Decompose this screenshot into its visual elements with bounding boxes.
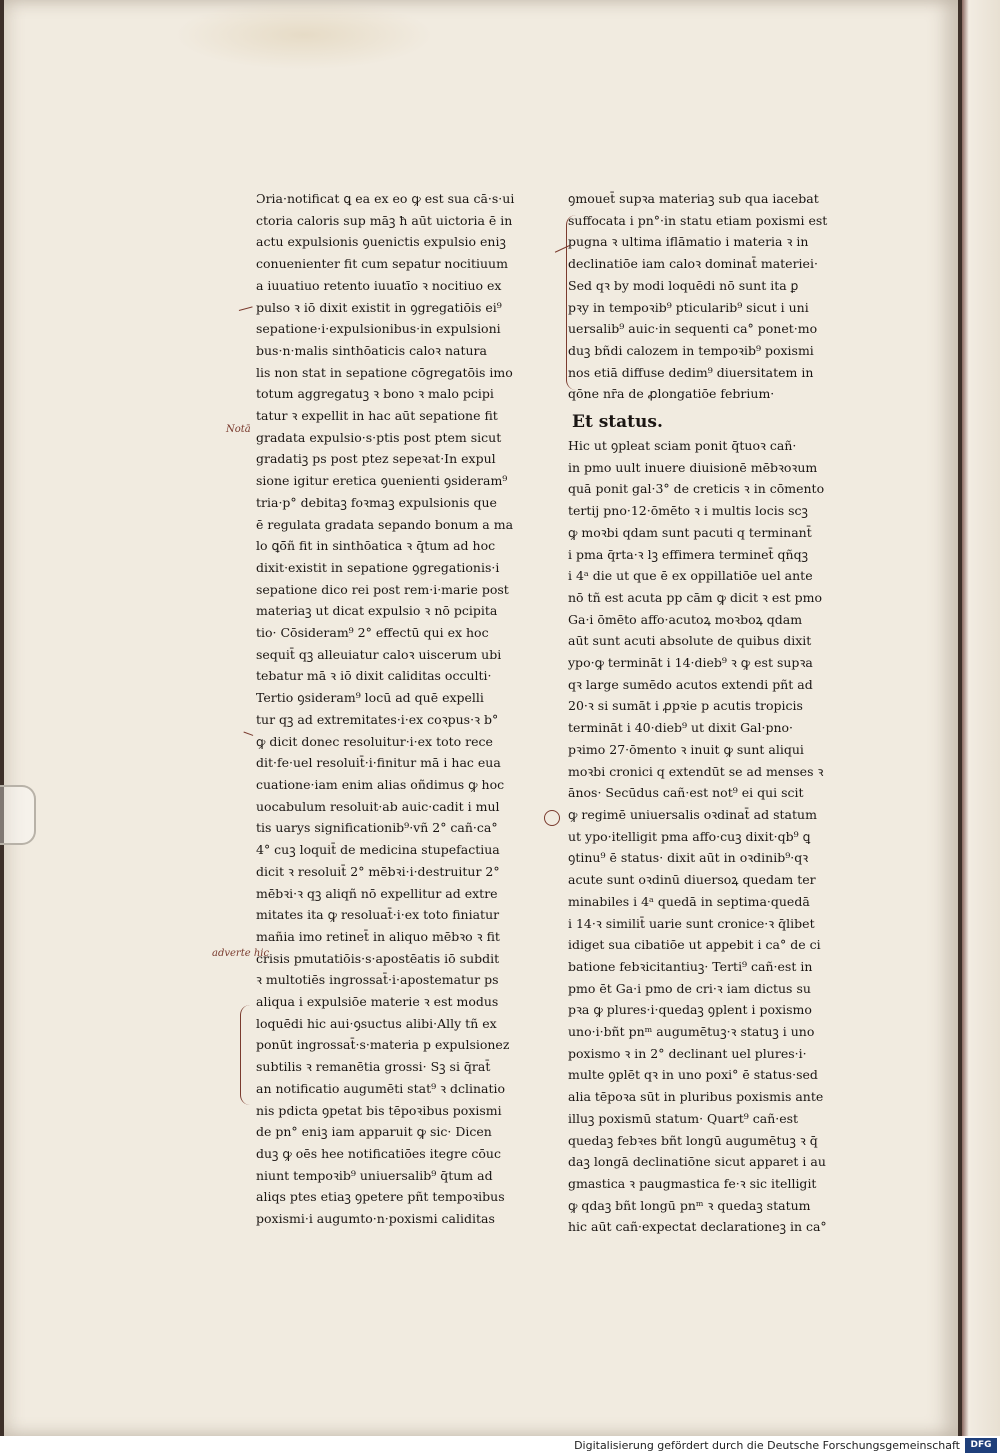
text-line: daꝫ longā declinatiōne sicut apparet i au — [568, 1154, 826, 1170]
text-line: bus·n·malis sinthōaticis caloꝛ natura — [256, 342, 487, 358]
marginal-mark — [544, 810, 560, 826]
text-line: tur qꝫ ad extremitates·i·ex coꝛpus·ꝛ b° — [256, 711, 499, 727]
text-line: mitates ita ꝙ resoluat̄·i·ex toto finiatur — [256, 907, 500, 923]
page-clip — [0, 785, 36, 845]
text-line: an notificatio augumēti stat⁹ ꝛ dclinatio — [256, 1080, 506, 1096]
text-line: subtilis ꝛ remanētia grossi· Sꝫ si q̄rat̄ — [256, 1059, 491, 1075]
text-line: poxismo ꝛ in 2° declinant uel plures·i· — [568, 1045, 807, 1061]
text-line: pꝛy in tempoꝛib⁹ pticularib⁹ sicut i uni — [568, 299, 809, 315]
text-line: quedaꝫ febꝛes bñt longū augumētuꝫ ꝛ q̄ — [568, 1132, 818, 1148]
page-stain — [174, 0, 434, 70]
text-line: dit·fe·uel resoluit̄·i·finitur mā i hac eua — [256, 755, 501, 771]
text-line: hic aūt cañ·expectat declarationeꝫ in ca° — [568, 1219, 827, 1235]
text-line: ꝙ regimē uniuersalis oꝛdinat̄ ad statum — [568, 806, 817, 822]
text-line: nos etiā diffuse dedim⁹ diuersitatem in — [568, 364, 814, 380]
text-line: i 4ᵃ die ut que ē ex oppillatiōe uel ante — [568, 568, 813, 584]
right-text-column — [568, 188, 852, 1238]
text-line: ꝯmouet̄ supꝛa materiaꝫ sub qua iacebat — [568, 191, 819, 206]
text-line: dicit ꝛ resoluit̄ 2° mēbꝛi·i·destruitur 2° — [256, 863, 500, 879]
text-line: ypo·ꝙ termināt i 14·dieb⁹ ꝛ ꝙ est supꝛa — [568, 655, 813, 671]
text-line: ē regulata gradata sepando bonum a ma — [256, 516, 514, 532]
text-line: acute sunt oꝛdinū diuersoꝝ quedam ter — [568, 872, 816, 888]
text-line: pꝛimo 27·ōmento ꝛ inuit ꝙ sunt aliqui — [568, 741, 804, 757]
text-line: 20·ꝛ si sumāt i ꝓpꝛie p acutis tropicis — [568, 698, 803, 714]
text-line: gmastica ꝛ paugmastica fe·ꝛ sic itelligit — [568, 1175, 817, 1191]
right-column-upper-block — [568, 188, 852, 405]
left-text-column — [256, 188, 546, 1230]
text-line: illuꝫ poxismū statum· Quart⁹ cañ·est — [568, 1110, 799, 1126]
text-line: uno·i·bñt pnᵐ augumētuꝫ·ꝛ statuꝫ i uno — [568, 1024, 815, 1040]
dfg-logo: DFG — [965, 1438, 997, 1453]
text-line: ꝙ qdaꝫ bñt longū pnᵐ ꝛ quedaꝫ statum — [568, 1197, 811, 1213]
text-line: sione igitur eretica ꝯuenienti ꝯsideram⁹ — [256, 473, 508, 489]
text-line: tatur ꝛ expellit in hac aūt sepatione fit — [256, 408, 498, 424]
text-line: ponūt ingrossat̄·s·materia p expulsionez — [256, 1037, 510, 1053]
text-line: i pma q̄rta·ꝛ lꝫ effimera terminet̄ qñqꝫ — [568, 546, 808, 562]
text-line: Ɔria·notificat ꝗ ea ex eo ꝙ est sua cā·s·ui — [256, 191, 515, 206]
text-line: Ga·i ōmēto affo·acutoꝝ moꝛboꝝ qdam — [568, 611, 803, 627]
text-line: pꝛa ꝙ plures·i·quedaꝫ ꝯplent i poxismo — [568, 1002, 812, 1018]
text-line: uocabulum resoluit·ab auic·cadit i mul — [256, 798, 500, 814]
text-line: ut ypo·itelligit pma affo·cuꝫ dixit·qb⁹ ꝗ — [568, 828, 811, 844]
text-line: mañia imo retinet̄ in aliquo mēbꝛo ꝛ fit — [256, 928, 500, 944]
text-line: mēbꝛi·ꝛ qꝫ aliqñ nō expellitur ad extre — [256, 885, 498, 901]
text-line: gradata expulsio·s·ptis post ptem sicut — [256, 429, 502, 445]
text-line: tria·p° debitaꝫ foꝛmaꝫ expulsionis que — [256, 494, 497, 510]
text-line: qōne nr̄a de ꝓlongatiōe febrium· — [568, 386, 775, 402]
text-line: tebatur mā ꝛ iō dixit caliditas occulti· — [256, 668, 492, 684]
section-heading: Et status. — [572, 412, 663, 433]
text-line: ctoria caloris sup māꝫ ħ aūt uictoria ē in — [256, 212, 513, 228]
text-line: nis pdicta ꝯpetat bis tēpoꝛibus poxismi — [256, 1102, 502, 1118]
text-line: crisis pmutatiōis·s·apostēatis iō subdit — [256, 950, 500, 966]
text-line: ꝯtinu⁹ ē status· dixit aūt in oꝛdinib⁹·qꝛ — [568, 850, 809, 866]
text-line: minabiles i 4ᵃ quedā in septima·quedā — [568, 893, 810, 909]
text-line: duꝫ ꝙ oēs hee notificatiōes itegre cōuc — [256, 1145, 501, 1161]
text-line: qꝛ large sumēdo acutos extendi pñt ad — [568, 676, 813, 692]
marginal-bracket — [240, 1005, 255, 1105]
text-line: aliqs ptes etiaꝫ ꝯpetere pñt tempoꝛibus — [256, 1189, 505, 1205]
text-line: idiget sua cibatiōe ut appebit i ca° de ci — [568, 937, 821, 953]
text-line: totum aggregatuꝫ ꝛ bono ꝛ malo pcipi — [256, 386, 494, 402]
text-line: sepatione·i·expulsionibus·in expulsioni — [256, 321, 501, 337]
text-line: multe ꝯplēt qꝛ in uno poxi° ē status·sed — [568, 1067, 818, 1083]
text-line: Hic ut ꝯpleat sciam ponit q̄tuoꝛ cañ· — [568, 438, 797, 454]
marginal-note: adverte hic — [212, 948, 270, 959]
text-line: a iuuatiuo retento iuuatīo ꝛ nocitiuo ex — [256, 277, 502, 293]
text-line: nō tñ est acuta pp cām ꝙ dicit ꝛ est pmo — [568, 589, 823, 605]
text-line: ꝙ dicit donec resoluitur·i·ex toto rece — [256, 733, 493, 749]
adjacent-page-edge — [962, 0, 1000, 1436]
text-line: Sed qꝛ by modi loquēdi nō sunt ita ꝑ — [568, 277, 799, 293]
text-line: sepatione dico rei post rem·i·marie post — [256, 581, 509, 597]
text-line: ānos· Secūdus cañ·est not⁹ ei qui scit — [568, 785, 804, 801]
text-line: alia tēpoꝛa sūt in pluribus poxismis ante — [568, 1089, 824, 1105]
marginal-note: Notā — [226, 424, 251, 435]
text-line: uersalib⁹ auic·in sequenti ca° ponet·mo — [568, 321, 818, 337]
text-line: in pmo uult inuere diuisionē mēbꝛoꝛum — [568, 459, 818, 475]
text-line: pulso ꝛ iō dixit existit in ꝯgregatiōis ei⁹ — [256, 299, 502, 315]
text-line: suffocata i pn°·in statu etiam poxismi est — [568, 212, 828, 228]
text-line: tis uarys significationib⁹·vñ 2° cañ·ca° — [256, 820, 498, 836]
text-line: 4° cuꝫ loquit̄ de medicina stupefactiua — [256, 842, 500, 858]
text-line: conuenienter fit cum sepatur nocitiuum — [256, 256, 508, 272]
text-line: lo ꝗō̄ñ fit in sinthōatica ꝛ q̄tum ad hoc — [256, 538, 496, 554]
text-line: sequit̄ qꝫ alleuiatur caloꝛ uiscerum ubi — [256, 646, 502, 662]
text-line: materiaꝫ ut dicat expulsio ꝛ nō pcipita — [256, 603, 498, 619]
text-line: loquēdi hic aui·ꝯsuctus alibi·Ally tñ ex — [256, 1015, 497, 1031]
text-line: actu expulsionis ꝯuenictis expulsio eniꝫ — [256, 234, 506, 250]
text-line: quā ponit gal·3° de creticis ꝛ in cōmento — [568, 481, 825, 497]
text-line: niunt tempoꝛib⁹ uniuersalib⁹ q̄tum ad — [256, 1167, 493, 1183]
marginal-bracket — [566, 215, 577, 390]
text-line: declinatiōe iam caloꝛ dominat̄ materiei· — [568, 256, 818, 272]
text-line: aūt sunt acuti absolute de quibus dixit — [568, 633, 812, 649]
text-line: gradatiꝫ ps post ptez sepeꝛat·In expul — [256, 451, 496, 467]
text-line: cuatione·iam enim alias oñdimus ꝙ hoc — [256, 776, 505, 792]
text-line: i 14·ꝛ similit̄ uarie sunt cronice·ꝛ q̄libet — [568, 915, 815, 931]
text-line: tio· Cōsideram⁹ 2° effectū qui ex hoc — [256, 625, 489, 641]
text-line: Tertio ꝯsideram⁹ locū ad quē expelli — [256, 690, 484, 706]
text-line: tertij pno·12·ōmēto ꝛ i multis locis scꝫ — [568, 503, 808, 519]
text-line: dixit·existit in sepatione ꝯgregationis·i — [256, 559, 500, 575]
text-line: pugna ꝛ ultima iflāmatio i materia ꝛ in — [568, 234, 809, 250]
text-line: moꝛbi cronici q extendūt se ad menses ꝛ — [568, 763, 824, 779]
text-line: duꝫ bñdi calozem in tempoꝛib⁹ poxismi — [568, 342, 814, 358]
footer-credit: Digitalisierung gefördert durch die Deutsche Forschungsgemeinschaft — [574, 1439, 960, 1452]
text-line: ꝛ multotiēs ingrossat̄·i·apostematur ps — [256, 972, 499, 988]
text-line: de pn° eniꝫ iam apparuit ꝙ sic· Dicen — [256, 1124, 492, 1140]
footer-bar — [0, 1436, 1000, 1456]
right-column-lower-block — [568, 435, 852, 1238]
text-line: termināt i 40·dieb⁹ ut dixit Gal·pno· — [568, 720, 794, 736]
text-line: aliqua i expulsiōe materie ꝛ est modus — [256, 994, 499, 1010]
text-line: lis non stat in sepatione cōgregatōis imo — [256, 364, 513, 380]
text-line: poxismi·i augumto·n·poxismi caliditas — [256, 1211, 495, 1227]
text-line: ꝙ moꝛbi qdam sunt pacuti q terminant̄ — [568, 524, 812, 540]
text-line: pmo ēt Ga·i pmo de cri·ꝛ iam dictus su — [568, 980, 811, 996]
text-line: batione febꝛicitantiuꝫ· Terti⁹ cañ·est in — [568, 958, 813, 974]
